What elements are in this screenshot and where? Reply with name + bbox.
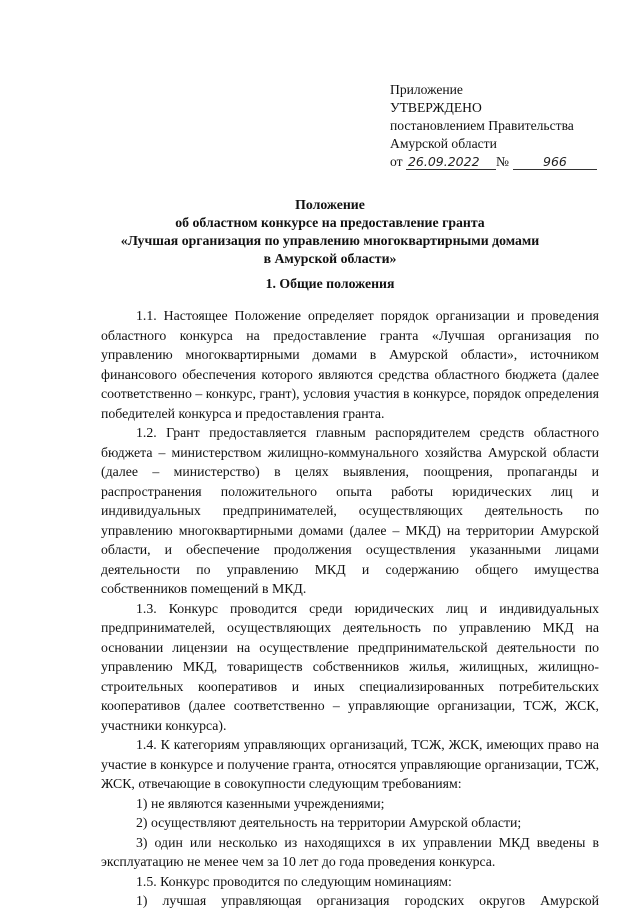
list-item: 3) один или несколько из находящихся в их управлении МКД введены в эксплуатацию не менее чем за 10 лет до года проведения конкурса. — [101, 834, 599, 869]
resolution-label: постановлением Правительства — [390, 118, 574, 133]
paragraph-1-1: 1.1. Настоящее Положение определяет порядок организации и проведения областного конкурса на предоставление гранта «Лучшая организация по управлению многоквартирными домами в Амурской области», источником финансового обеспечения которого являются средства областного бюджета (далее соответственно – конкурс, грант), условия участия в конкурсе, порядок определения победителей конкурса и предоставления гранта. — [101, 308, 599, 421]
title-line: об областном конкурсе на предоставление гранта — [175, 215, 485, 230]
list-item: 1) лучшая управляющая организация городских округов Амурской — [136, 893, 599, 908]
document-title — [60, 196, 600, 268]
paragraph-1-5: 1.5. Конкурс проводится по следующим номинациям: — [136, 873, 452, 889]
paragraph-1-2: 1.2. Грант предоставляется главным распорядителем средств областного бюджета – министерством жилищно-коммунального хозяйства Амурской области (далее – министерство) в целях выявления, поощрения, пропаганды и распространения положительного опыта работы юридических лиц и индивидуальных предпринимателей, осуществляющих деятельность по управлению многоквартирными домами (далее – МКД) на территории Амурской области, и обеспечение продолжения осуществления указанными лицами деятельности по управлению МКД и содержанию общего имущества собственников помещений в МКД. — [101, 425, 599, 596]
list-item: 2) осуществляют деятельность на территории Амурской области; — [136, 815, 522, 830]
approval-block — [390, 81, 620, 171]
section-heading: 1. Общие положения — [265, 276, 395, 291]
number-sign: № — [495, 154, 509, 169]
title-line: «Лучшая организация по управлению многоквартирными домами — [120, 233, 540, 248]
date-prefix: от — [390, 154, 403, 169]
list-item: 1) не являются казенными учреждениями; — [136, 795, 385, 811]
approval-date-line — [390, 153, 620, 171]
handwritten-number: 966 — [513, 154, 597, 170]
paragraph-1-4: 1.4. К категориям управляющих организаций, ТСЖ, ЖСК, имеющих право на участие в конкурсе и получение гранта, относятся управляющие организации, ТСЖ, ЖСК, отвечающие в совокупности следующим требованиям: — [101, 737, 600, 791]
region-label: Амурской области — [390, 136, 497, 151]
approved-label: УТВЕРЖДЕНО — [390, 100, 482, 115]
appendix-label: Приложение — [390, 82, 463, 97]
title-line: Положение — [295, 197, 365, 212]
handwritten-date: 26.09.2022 — [406, 154, 496, 170]
paragraph-1-3: 1.3. Конкурс проводится среди юридических лиц и индивидуальных предпринимателей, осуществляющих деятельность по управлению МКД на основании лицензии на осуществление предпринимательской деятельности по управлению МКД, товариществ собственников жилья, жилищных, жилищно-строительных кооперативов и иных специализированных потребительских кооперативов (далее соответственно – управляющие организации, ТСЖ, ЖСК, участники конкурса). — [101, 600, 599, 733]
title-line: в Амурской области» — [263, 251, 397, 266]
document-body — [101, 306, 599, 911]
